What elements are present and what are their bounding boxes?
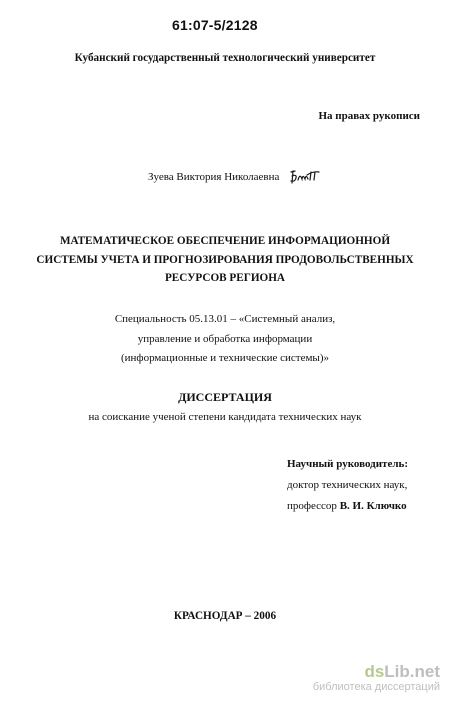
specialty-line-1: Специальность 05.13.01 – «Системный анализ, xyxy=(114,313,336,325)
watermark-brand-rest: Lib.net xyxy=(384,662,440,681)
advisor-degree: доктор технических наук, xyxy=(287,479,408,491)
city-year: КРАСНОДАР – 2006 xyxy=(173,610,277,622)
watermark-brand xyxy=(313,663,440,681)
advisor-rank: профессор xyxy=(287,500,337,512)
catalog-code: 61:07-5/2128 xyxy=(172,17,258,33)
advisor-block xyxy=(287,454,408,517)
author-name: Зуева Виктория Николаевна xyxy=(148,171,280,183)
title-line-3: РЕСУРСОВ РЕГИОНА xyxy=(164,272,286,284)
specialty-line-3: (информационные и технические системы)» xyxy=(121,352,329,364)
manuscript-rights-note: На правах рукописи xyxy=(318,110,420,122)
dissertation-heading: ДИССЕРТАЦИЯ xyxy=(178,390,272,404)
watermark-tagline: библиотека диссертаций xyxy=(312,681,440,693)
specialty-block xyxy=(0,310,450,369)
advisor-rank-line xyxy=(287,496,408,517)
specialty-line-2: управление и обработка информации xyxy=(137,332,313,345)
author-line xyxy=(148,168,323,186)
university-name: Кубанский государственный технологический университет xyxy=(74,52,376,64)
dissertation-title xyxy=(0,232,450,288)
degree-subtitle: на соискание ученой степени кандидата технических наук xyxy=(88,411,362,423)
title-line-2: СИСТЕМЫ УЧЕТА И ПРОГНОЗИРОВАНИЯ ПРОДОВОЛЬСТВЕННЫХ xyxy=(36,253,414,266)
watermark-brand-prefix: ds xyxy=(364,662,385,681)
watermark xyxy=(313,663,440,694)
advisor-name: В. И. Ключко xyxy=(339,500,407,512)
author-signature-icon xyxy=(289,168,323,186)
advisor-heading: Научный руководитель: xyxy=(287,458,408,470)
title-line-1: МАТЕМАТИЧЕСКОЕ ОБЕСПЕЧЕНИЕ ИНФОРМАЦИОННОЙ xyxy=(59,235,391,247)
